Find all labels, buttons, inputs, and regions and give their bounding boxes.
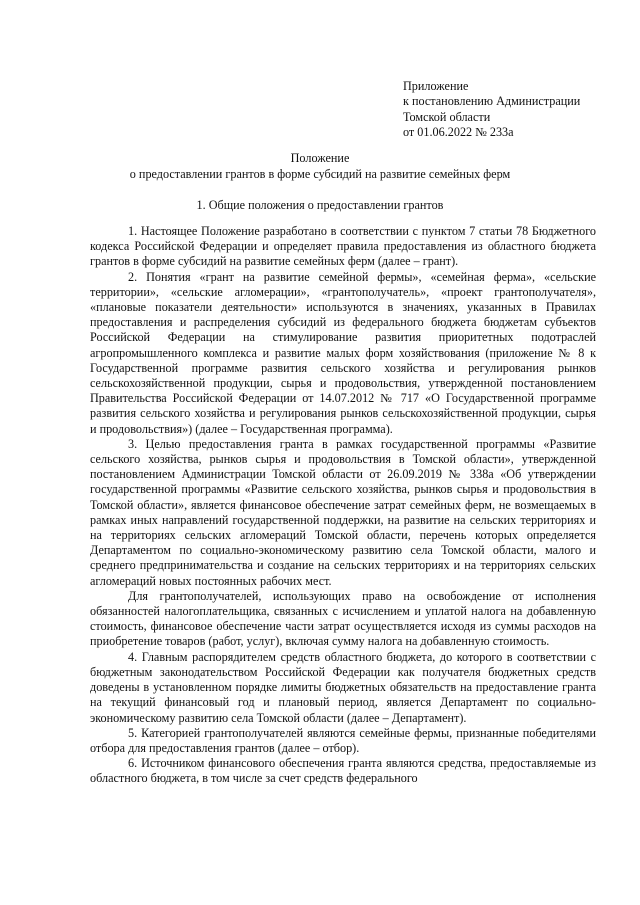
paragraph-3-vat: Для грантополучателей, использующих право на освобождение от исполнения обязанностей налогоплательщика, связанных с исчислением и уплатой налога на добавленную стоимость, финансовое обеспечение части затрат осуществляется исходя из суммы расходов на приобретение товаров (работ, услуг), включая сумму налога на добавленную стоимость. [90,588,596,649]
paragraph-2: 2. Понятия «грант на развитие семейной фермы», «семейная ферма», «сельские территории», «сельские агломерации», «грантополучатель», «проект грантополучателя», «плановые показатели деятельности» используются в значениях, указанных в Правилах предоставления и распределения субсидий из федерального бюджета бюджетам субъектов Российской Федерации на стимулирование развития приоритетных подотраслей агропромышленного комплекса и развитие малых форм хозяйствования (приложение № 8 к Государственной программе развития сельского хозяйства и регулирования рынков сельскохозяйственной продукции, сырья и продовольствия, утвержденной постановлением Правительства Российской Федерации от 14.07.2012 № 717 «О Государственной программе развития сельского хозяйства и регулирования рынков сельскохозяйственной продукции, сырья и продовольствия») (далее – Государственная программа). [90,269,596,436]
paragraph-4: 4. Главным распорядителем средств областного бюджета, до которого в соответствии с бюджетным законодательством Российской Федерации как получателя бюджетных средств доведены в установленном порядке лимиты бюджетных обязательств на предоставление гранта на текущий финансовый год и плановый период, является Департамент по социально-экономическому развитию села Томской области (далее – Департамент). [90,649,596,725]
section-title: 1. Общие положения о предоставлении грантов [196,198,444,212]
appendix-region: Томской области [403,109,491,124]
document-subtitle: о предоставлении грантов в форме субсидий на развитие семейных ферм [129,167,511,181]
appendix-block [403,79,580,140]
paragraph-5: 5. Категорией грантополучателей являются семейные фермы, признанные победителями отбора для предоставления грантов (далее – отбор). [90,725,596,755]
paragraph-6: 6. Источником финансового обеспечения гранта являются средства, предоставляемые из областного бюджета, в том числе за счет средств федерального [90,756,596,786]
document-title: Положение [290,151,350,165]
appendix-label: Приложение [403,79,469,93]
document-body [90,224,596,787]
paragraph-3: 3. Целью предоставления гранта в рамках государственной программы «Развитие сельского хозяйства, рынков сырья и продовольствия в Томской области», утвержденной постановлением Администрации Томской области от 26.09.2019 № 338а «Об утверждении государственной программы «Развитие сельского хозяйства, рынков сырья и продовольствия в Томской области», является финансовое обеспечение затрат семейных ферм, не возмещаемых в рамках иных направлений государственной поддержки, на развитие на сельских территориях и на территориях сельских агломераций Томской области, перечень которых определяется Департаментом по социально-экономическому развитию села Томской области, малого и среднего предпринимательства и создание на сельских территориях и на территориях сельских агломераций новых постоянных рабочих мест. [90,436,596,588]
appendix-date-number: от 01.06.2022 № 233а [403,124,514,139]
appendix-resolution: к постановлению Администрации [403,94,581,109]
paragraph-1: 1. Настоящее Положение разработано в соответствии с пунктом 7 статьи 78 Бюджетного кодекса Российской Федерации и определяет правила предоставления из областного бюджета грантов в форме субсидий на развитие семейных ферм (далее – грант). [90,224,596,269]
